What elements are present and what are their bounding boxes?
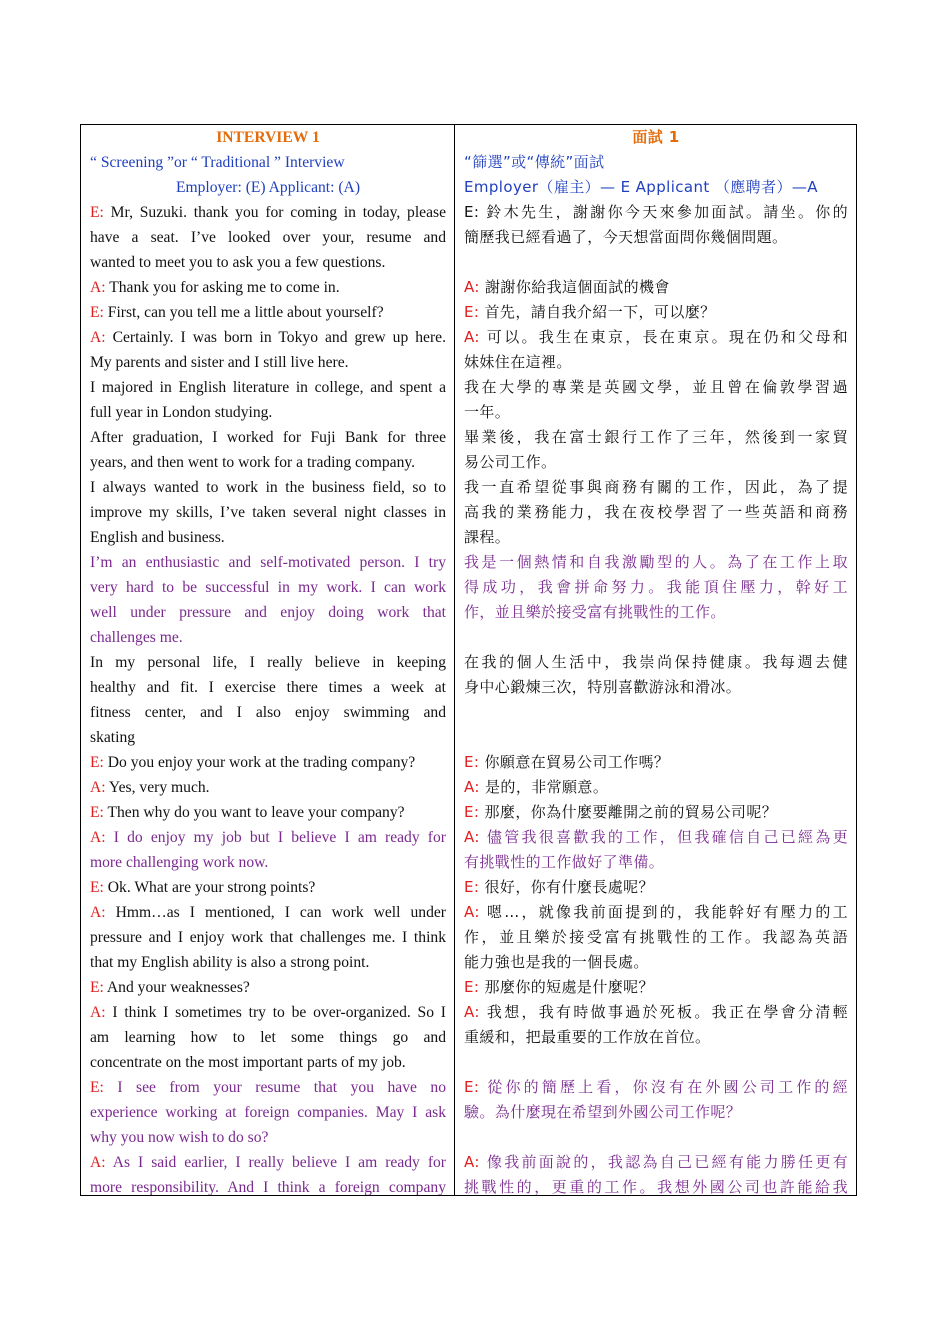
dialogue-line <box>90 775 446 800</box>
dialogue-line <box>464 1175 848 1195</box>
line-text: fitness center, and I also enjoy swimming and <box>90 704 446 721</box>
speaker-label: A: <box>464 278 480 296</box>
dialogue-line <box>464 325 848 350</box>
speaker-label: A: <box>90 904 106 921</box>
chinese-roles: Employer（雇主）— E Applicant （應聘者）—A <box>464 178 818 196</box>
line-text: more responsibility. And I think a foreign company <box>90 1179 446 1195</box>
dialogue-line <box>90 650 446 675</box>
dialogue-line <box>464 825 848 850</box>
dialogue-line <box>90 200 446 225</box>
line-text: My parents and sister and I still live here. <box>90 354 349 371</box>
dialogue-line <box>464 1000 848 1025</box>
speaker-label: A: <box>90 829 106 846</box>
speaker-label: E: <box>464 878 480 896</box>
line-text: 妹妹住在這裡。 <box>464 353 572 371</box>
dialogue-line <box>464 925 848 950</box>
line-text: I always wanted to work in the business field, so to <box>90 479 446 496</box>
dialogue-line <box>90 1125 446 1150</box>
dialogue-line <box>464 425 848 450</box>
dialogue-line <box>90 975 446 1000</box>
dialogue-line <box>90 575 446 600</box>
speaker-label: A: <box>464 828 480 846</box>
speaker-label: E: <box>90 979 104 996</box>
dialogue-line <box>464 600 848 625</box>
blank-line <box>464 725 848 750</box>
dialogue-line <box>90 675 446 700</box>
speaker-label: E: <box>90 754 104 771</box>
line-text: more challenging work now. <box>90 854 269 871</box>
dialogue-line <box>90 925 446 950</box>
dialogue-line <box>90 625 446 650</box>
dialogue-line <box>90 425 446 450</box>
line-text: 是的，非常願意。 <box>485 778 609 796</box>
dialogue-line <box>464 875 848 900</box>
line-text: 我是一個熱情和自我激勵型的人。為了在工作上取 <box>464 553 848 571</box>
speaker-label: A: <box>464 903 480 921</box>
dialogue-line <box>90 750 446 775</box>
dialogue-line <box>90 400 446 425</box>
line-text: 我一直希望從事與商務有關的工作，因此，為了提 <box>464 478 848 496</box>
dialogue-line <box>464 750 848 775</box>
dialogue-line <box>464 800 848 825</box>
speaker-label: E: <box>90 1079 104 1096</box>
blank-line <box>464 1125 848 1150</box>
line-text: I think I sometimes try to be over-organized. So I <box>112 1004 446 1021</box>
line-text: pressure and I enjoy work that challenges me. I think <box>90 929 446 946</box>
dialogue-line <box>90 1025 446 1050</box>
line-text: have a seat. I’ve looked over your, resume and <box>90 229 446 246</box>
dialogue-line <box>90 600 446 625</box>
dialogue-line <box>90 250 446 275</box>
line-text: E: 鈴木先生，謝謝你今天來參加面試。請坐。你的 <box>464 203 848 221</box>
english-column <box>81 125 455 1195</box>
dialogue-line <box>90 1075 446 1100</box>
dialogue-line <box>90 725 446 750</box>
blank-line <box>464 625 848 650</box>
speaker-label: A: <box>90 279 106 296</box>
line-text: concentrate on the most important parts of my job. <box>90 1054 406 1071</box>
dialogue-line <box>464 550 848 575</box>
line-text: 驗。為什麼現在希望到外國公司工作呢？ <box>464 1103 742 1121</box>
dialogue-line <box>90 1175 446 1195</box>
line-text: 身中心鍛煉三次，特別喜歡游泳和滑冰。 <box>464 678 742 696</box>
dialogue-line <box>90 1100 446 1125</box>
line-text: 我在大學的專業是英國文學，並且曾在倫敦學習過 <box>464 378 848 396</box>
speaker-label: A: <box>90 779 106 796</box>
line-text: 有挑戰性的工作做好了準備。 <box>464 853 665 871</box>
dialogue-line <box>464 500 848 525</box>
dialogue-line <box>90 525 446 550</box>
speaker-label: E: <box>464 1078 480 1096</box>
line-text: challenges me. <box>90 629 183 646</box>
line-text: well under pressure and enjoy doing work that <box>90 604 446 621</box>
line-text: 儘管我很喜歡我的工作，但我確信自己已經為更 <box>486 828 849 846</box>
line-text: wanted to meet you to ask you a few questions. <box>90 254 386 271</box>
dialogue-line <box>90 225 446 250</box>
speaker-label: A: <box>90 329 106 346</box>
line-text: Then why do you want to leave your company? <box>107 804 405 821</box>
speaker-label: A: <box>464 328 480 346</box>
dialogue-line <box>464 850 848 875</box>
line-text: 那麼你的短處是什麼呢？ <box>484 978 654 996</box>
dialogue-line <box>90 1050 446 1075</box>
line-text: 易公司工作。 <box>464 453 557 471</box>
speaker-label: E: <box>464 753 480 771</box>
english-dialogue <box>90 200 446 1195</box>
dialogue-line <box>464 1075 848 1100</box>
chinese-title: 面試 1 <box>632 128 680 146</box>
line-text: I do enjoy my job but I believe I am ready for <box>113 829 446 846</box>
speaker-label: E: <box>464 303 480 321</box>
line-text: am learning how to let some things go and <box>90 1029 446 1046</box>
line-text: 謝謝你給我這個面試的機會 <box>485 278 670 296</box>
dialogue-line <box>90 450 446 475</box>
speaker-label: E: <box>464 803 480 821</box>
line-text: 那麼，你為什麼要離開之前的貿易公司呢？ <box>484 803 778 821</box>
dialogue-line <box>464 525 848 550</box>
line-text: 像我前面說的，我認為自己已經有能力勝任更有 <box>486 1153 849 1171</box>
chinese-subtitle: “篩選”或“傳統”面試 <box>464 153 605 171</box>
dialogue-line <box>464 200 848 225</box>
speaker-label: A: <box>90 1154 106 1171</box>
speaker-label: A: <box>464 1153 480 1171</box>
speaker-label: A: <box>464 1003 480 1021</box>
dialogue-line <box>464 1025 848 1050</box>
line-text: 重緩和，把最重要的工作放在首位。 <box>464 1028 711 1046</box>
dialogue-line <box>90 700 446 725</box>
line-text: 很好，你有什麼長處呢？ <box>484 878 654 896</box>
chinese-column <box>455 125 856 1195</box>
line-text: improve my skills, I’ve taken several night classes in <box>90 504 446 521</box>
line-text: 首先，請自我介紹一下，可以麼？ <box>484 303 716 321</box>
dialogue-line <box>464 1150 848 1175</box>
dialogue-line <box>464 675 848 700</box>
line-text: 你願意在貿易公司工作嗎？ <box>484 753 670 771</box>
speaker-label: E: <box>90 879 104 896</box>
line-text: 可以。我生在東京，長在東京。現在仍和父母和 <box>486 328 849 346</box>
interview-table <box>80 124 857 1196</box>
line-text: Hmm…as I mentioned, I can work well under <box>115 904 446 921</box>
line-text: English and business. <box>90 529 225 546</box>
line-text: I’m an enthusiastic and self-motivated person. I try <box>90 554 446 571</box>
dialogue-line <box>90 1150 446 1175</box>
line-text: healthy and fit. I exercise there times a week at <box>90 679 446 696</box>
dialogue-line <box>464 450 848 475</box>
dialogue-line <box>90 300 446 325</box>
line-text: I see from your resume that you have no <box>117 1079 446 1096</box>
blank-line <box>464 1050 848 1075</box>
line-text: 簡歷我已經看過了，今天想當面問你幾個問題。 <box>464 228 788 246</box>
dialogue-line <box>90 350 446 375</box>
line-text: And your weaknesses? <box>106 979 250 996</box>
speaker-label: E: <box>464 978 480 996</box>
line-text: 嗯…，就像我前面提到的，我能幹好有壓力的工 <box>486 903 849 921</box>
dialogue-line <box>464 575 848 600</box>
english-title: INTERVIEW 1 <box>216 129 320 146</box>
line-text: First, can you tell me a little about yourself? <box>107 304 384 321</box>
line-text: 從你的簡歷上看，你沒有在外國公司工作的經 <box>487 1078 848 1096</box>
dialogue-line <box>90 800 446 825</box>
line-text: that my English ability is also a strong point. <box>90 954 370 971</box>
line-text: 在我的個人生活中，我崇尚保持健康。我每週去健 <box>464 653 848 671</box>
dialogue-line <box>464 1100 848 1125</box>
dialogue-line <box>90 1000 446 1025</box>
dialogue-line <box>464 650 848 675</box>
dialogue-line <box>464 400 848 425</box>
dialogue-line <box>90 375 446 400</box>
line-text: 畢業後，我在富士銀行工作了三年，然後到一家貿 <box>464 428 848 446</box>
line-text: 挑戰性的，更重的工作。我想外國公司也許能給我 <box>464 1178 848 1195</box>
line-text: Certainly. I was born in Tokyo and grew up here. <box>112 329 446 346</box>
blank-line <box>464 700 848 725</box>
line-text: 得成功，我會拼命努力。我能頂住壓力，幹好工 <box>464 578 848 596</box>
line-text: Do you enjoy your work at the trading company? <box>107 754 416 771</box>
line-text: 作，並且樂於接受富有挑戰性的工作。 <box>464 603 726 621</box>
dialogue-line <box>464 300 848 325</box>
speaker-label: E: <box>90 204 104 221</box>
english-roles: Employer: (E) Applicant: (A) <box>175 179 361 196</box>
speaker-label: A: <box>90 1004 106 1021</box>
speaker-label: A: <box>464 778 480 796</box>
line-text: why you now wish to do so? <box>90 1129 269 1146</box>
line-text: 高我的業務能力，我在夜校學習了一些英語和商務 <box>464 503 848 521</box>
english-subtitle: “ Screening ”or “ Traditional ” Interview <box>90 154 345 171</box>
line-text: years, and then went to work for a trading company. <box>90 454 416 471</box>
dialogue-line <box>90 900 446 925</box>
dialogue-line <box>464 975 848 1000</box>
dialogue-line <box>90 325 446 350</box>
dialogue-line <box>90 950 446 975</box>
line-text: 我想，我有時做事過於死板。我正在學會分清輕 <box>486 1003 849 1021</box>
line-text: 能力強也是我的一個長處。 <box>464 953 649 971</box>
dialogue-line <box>464 275 848 300</box>
line-text: 課程。 <box>464 528 511 546</box>
line-text: Yes, very much. <box>108 779 210 796</box>
line-text: very hard to be successful in my work. I can work <box>90 579 446 596</box>
blank-line <box>464 250 848 275</box>
dialogue-line <box>464 350 848 375</box>
line-text: I majored in English literature in college, and spent a <box>90 379 446 396</box>
line-text: After graduation, I worked for Fuji Bank for three <box>90 429 446 446</box>
line-text: 作，並且樂於接受富有挑戰性的工作。我認為英語 <box>464 928 848 946</box>
line-text: Mr, Suzuki. thank you for coming in today, please <box>110 204 446 221</box>
line-text: As I said earlier, I really believe I am ready for <box>112 1154 446 1171</box>
line-text: skating <box>90 729 136 746</box>
dialogue-line <box>90 825 446 850</box>
line-text: experience working at foreign companies. May I ask <box>90 1104 446 1121</box>
dialogue-line <box>90 275 446 300</box>
dialogue-line <box>464 225 848 250</box>
line-text: Ok. What are your strong points? <box>107 879 316 896</box>
line-text: In my personal life, I really believe in keeping <box>90 654 446 671</box>
dialogue-line <box>464 950 848 975</box>
dialogue-line <box>90 850 446 875</box>
dialogue-line <box>464 375 848 400</box>
speaker-label: E: <box>90 804 104 821</box>
dialogue-line <box>464 775 848 800</box>
dialogue-line <box>464 475 848 500</box>
line-text: full year in London studying. <box>90 404 273 421</box>
speaker-label: E: <box>90 304 104 321</box>
chinese-dialogue <box>464 200 848 1195</box>
dialogue-line <box>464 900 848 925</box>
line-text: Thank you for asking me to come in. <box>109 279 340 296</box>
line-text: 一年。 <box>464 403 511 421</box>
dialogue-line <box>90 475 446 500</box>
dialogue-line <box>90 550 446 575</box>
dialogue-line <box>90 500 446 525</box>
dialogue-line <box>90 875 446 900</box>
